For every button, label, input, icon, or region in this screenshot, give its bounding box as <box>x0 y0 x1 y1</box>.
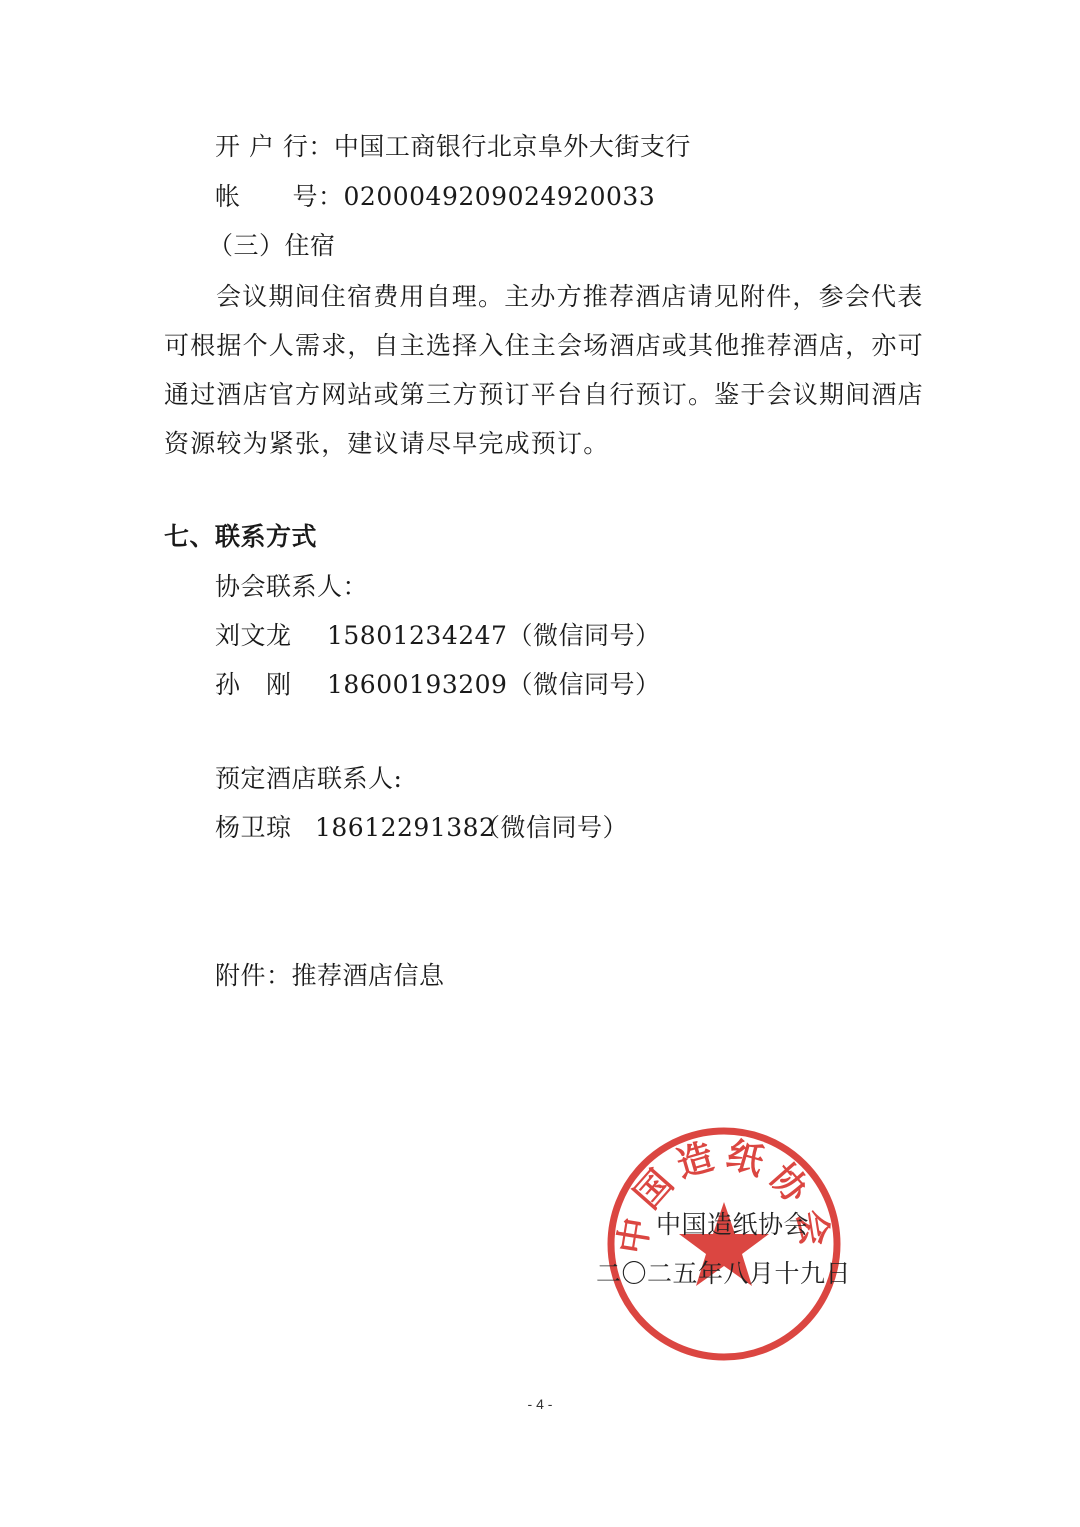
lodging-heading: （三）住宿 <box>208 231 336 260</box>
contact-person-row <box>215 620 660 652</box>
contact-heading: 七、联系方式 <box>164 522 318 551</box>
contact-person-row <box>215 669 660 701</box>
contact-person-phone: 18600193209（微信同号） <box>327 670 661 699</box>
contact-person-name: 孙 刚 <box>215 670 292 699</box>
contact-person-name: 刘文龙 <box>215 621 292 650</box>
account-line <box>215 181 655 213</box>
account-value: 0200049209024920033 <box>343 182 656 211</box>
signature-org: 中国造纸协会 <box>656 1210 810 1239</box>
lodging-paragraph <box>164 272 928 468</box>
bank-value: 中国工商银行北京阜外大街支行 <box>333 132 691 161</box>
lodging-paragraph-text: 会议期间住宿费用自理。主办方推荐酒店请见附件，参会代表可根据个人需求，自主选择入住主会场酒店或其他推荐酒店，亦可通过酒店官方网站或第三方预订平台自行预订。鉴于会议期间酒店资源较为紧张，建议请尽早完成预订。 <box>164 282 924 458</box>
page-number: - 4 - <box>527 1396 553 1412</box>
hotel-contact-phone: 18612291382 <box>315 813 496 842</box>
association-contact-label: 协会联系人： <box>215 572 369 601</box>
contact-person-phone: 15801234247（微信同号） <box>327 621 661 650</box>
official-seal <box>604 1124 844 1364</box>
signature-date: 二〇二五年八月十九日 <box>596 1259 852 1288</box>
hotel-contact-note: （微信同号） <box>475 813 629 842</box>
hotel-contact-label: 预定酒店联系人: <box>215 764 403 793</box>
account-label-part1: 帐 <box>215 182 241 211</box>
account-label-part2: 号： <box>292 182 344 211</box>
hotel-contact-name: 杨卫琼 <box>215 813 292 842</box>
seal-text: 中国造纸协会 <box>610 1133 838 1257</box>
bank-label: 开 户 行： <box>215 132 334 161</box>
bank-line <box>215 131 691 163</box>
hotel-contact-row <box>215 812 628 844</box>
attachment-line: 附件：推荐酒店信息 <box>215 961 445 990</box>
